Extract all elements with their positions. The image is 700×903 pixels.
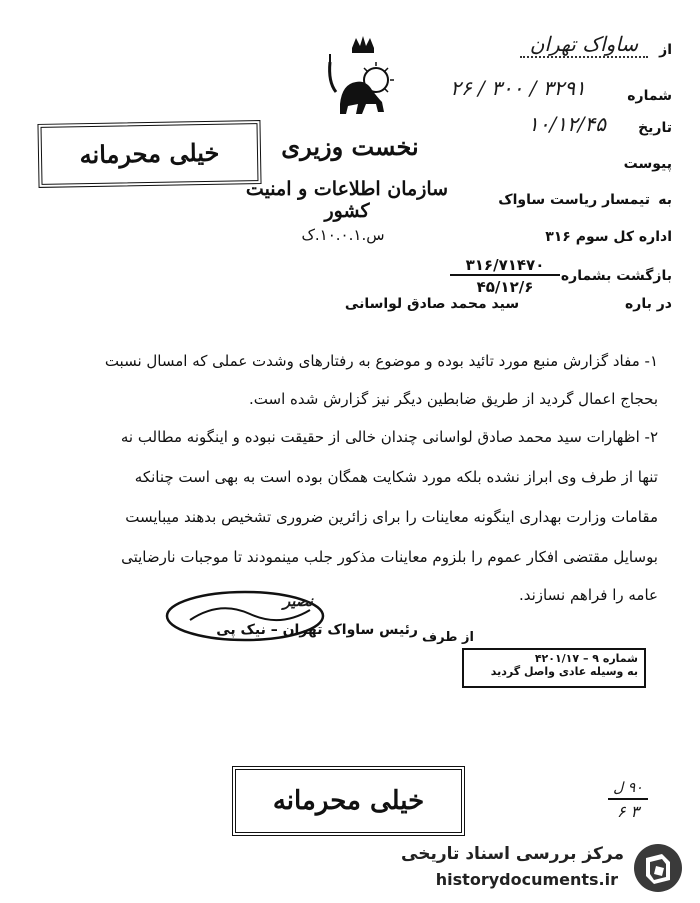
margin-note-line-1: ۹۰ ل (613, 780, 643, 796)
margin-note (598, 780, 658, 840)
from-field (520, 28, 672, 56)
received-stamp (462, 648, 646, 688)
received-stamp-line-2: به وسیله عادی واصل گردید (490, 665, 638, 678)
body-line-3: ۲- اظهارات سید محمد صادق لواسانی چندان خالی از حقیقت نبوده و اینگونه مطالب نه (120, 428, 658, 446)
footer-institution: مرکز بررسی اسناد تاریخی (401, 844, 624, 864)
letterhead-organization: سازمان اطلاعات و امنیت کشور (245, 178, 449, 222)
institution-logo (632, 842, 684, 894)
recipient-value: تیمسار ریاست ساواک (498, 192, 650, 208)
return-reference-number: ۳۱۶/۷۱۴۷۰ (450, 256, 560, 276)
body-line-4: تنها از طرف وی ابراز نشده بلکه مورد شکایت همگان بوده است به بهی است چنانکه (134, 468, 658, 486)
top-secret-stamp-bottom: خیلی محرمانه (232, 766, 465, 836)
recipient-field (470, 188, 672, 212)
return-reference-date: ۴۵/۱۲/۶ (476, 278, 534, 296)
letterhead-code: س.۱۰.۰.۱.ک (301, 226, 385, 244)
body-line-1: ۱- مفاد گزارش منبع مورد تائید بوده و موضوع به رفتارهای وشدت عملی که امسال نسبت (104, 352, 658, 370)
number-value: ۳۲۹۱ / ۳۰۰ / ۲۶ (450, 76, 586, 100)
signature-scribble (160, 580, 330, 650)
subject-label: در باره (625, 296, 672, 312)
subject-value: سید محمد صادق لواسانی (344, 296, 520, 312)
recipient-label: به (658, 192, 672, 208)
footer-watermark (401, 838, 690, 896)
attachment-field (520, 152, 672, 176)
number-field (420, 76, 672, 110)
number-label: شماره (627, 88, 672, 104)
top-secret-stamp: خیلی محرمانه (37, 120, 261, 188)
footer-website: historydocuments.ir (435, 870, 618, 889)
letterhead-title: نخست وزیری (281, 132, 419, 161)
body-line-7: عامه را فراهم نسازند. (518, 586, 658, 604)
return-reference-label: بازگشت بشماره (560, 268, 672, 284)
department-field (470, 225, 672, 249)
received-stamp-line-1: شماره ۹ – ۴۲۰۱/۱۷ (534, 652, 638, 665)
date-value: ۱۰/۱۲/۴۵ (528, 112, 606, 136)
from-label: از (659, 42, 672, 58)
attachment-label: پیوست (623, 156, 672, 172)
margin-note-line-2: ۳ ۶ (616, 802, 640, 821)
date-field (510, 110, 672, 138)
body-line-5: مقامات وزارت بهداری اینگونه معاینات را برای زائرین ضروری تشخیص بدهند میبایست (125, 508, 658, 526)
lion-and-sun-emblem (322, 32, 404, 132)
department-value: اداره کل سوم ۳۱۶ (545, 229, 672, 245)
from-value: ساواک تهران (520, 32, 648, 58)
body-line-2: بحجاج اعمال گردید از طریق ضابطین دیگر نیز گزارش شده است. (249, 390, 658, 408)
signature-initials: نصیر (283, 592, 313, 610)
date-label: تاریخ (638, 120, 672, 136)
signature-prefix: از طرف (422, 630, 474, 645)
signature-label: رئیس ساواک تهران – نیک پی (216, 622, 418, 638)
body-line-6: بوسایل مقتضی افکار عموم را بلزوم معاینات مذکور جلب مینمودند تا موجبات نارضایتی (121, 548, 658, 566)
subject-field (250, 292, 672, 316)
margin-note-divider (608, 798, 648, 800)
